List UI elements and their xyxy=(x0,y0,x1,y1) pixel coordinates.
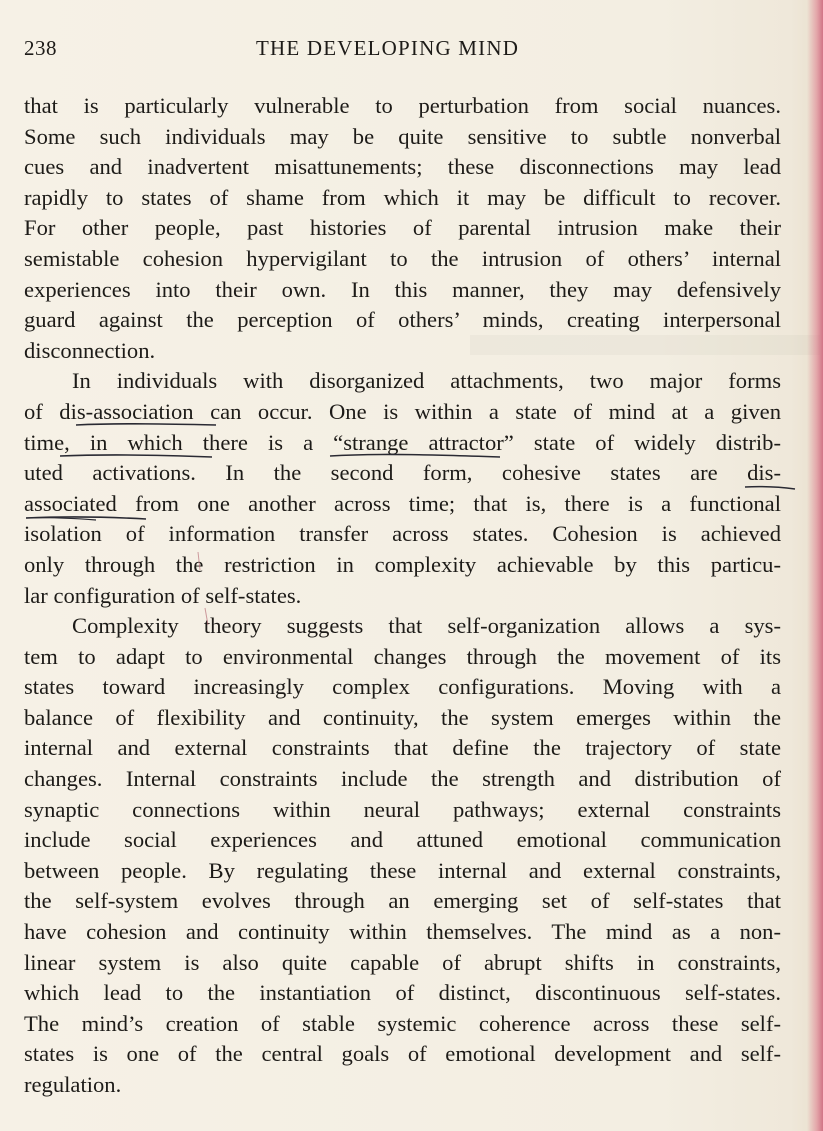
text-line: synaptic connections within neural pathways; external constraints xyxy=(24,796,781,822)
text-line: the self-system evolves through an emerging set of self-states that xyxy=(24,888,781,914)
page-header xyxy=(24,36,784,68)
text-line: semistable cohesion hypervigilant to the intrusion of others’ internal xyxy=(24,245,781,271)
text-line: between people. By regulating these internal and external constraints, xyxy=(24,857,781,883)
text-line: linear system is also quite capable of abrupt shifts in constraints, xyxy=(24,949,781,975)
text-line: of dis-association can occur. One is within a state of mind at a given xyxy=(24,398,781,424)
text-line: disconnection. xyxy=(24,337,156,363)
page-edge-tint xyxy=(807,0,823,1131)
text-line: which lead to the instantiation of distinct, discontinuous self-states. xyxy=(24,980,781,1006)
text-line: rapidly to states of shame from which it may be difficult to recover. xyxy=(24,184,781,210)
text-line: The mind’s creation of stable systemic coherence across these self- xyxy=(24,1010,781,1036)
text-line: time, in which there is a “strange attractor” state of widely distrib- xyxy=(24,429,781,455)
text-line: Some such individuals may be quite sensitive to subtle nonverbal xyxy=(24,123,781,149)
text-line: regulation. xyxy=(24,1072,122,1097)
text-line: only through the restriction in complexity achievable by this particu- xyxy=(24,551,781,577)
text-line: states toward increasingly complex configurations. Moving with a xyxy=(24,674,781,700)
text-line: For other people, past histories of parental intrusion make their xyxy=(24,215,781,241)
running-title: THE DEVELOPING MIND xyxy=(256,36,520,60)
text-line: experiences into their own. In this manner, they may defensively xyxy=(24,276,781,302)
text-line: guard against the perception of others’ minds, creating interpersonal xyxy=(24,307,781,333)
text-line: that is particularly vulnerable to perturbation from social nuances. xyxy=(24,93,781,118)
text-line: In individuals with disorganized attachments, two major forms xyxy=(72,368,781,394)
text-line: internal and external constraints that define the trajectory of state xyxy=(24,735,781,761)
body-text xyxy=(24,91,781,1101)
text-line: tem to adapt to environmental changes through the movement of its xyxy=(24,643,781,669)
text-line: uted activations. In the second form, cohesive states are dis- xyxy=(24,460,781,486)
paragraph xyxy=(24,91,781,366)
paragraph xyxy=(24,611,781,1101)
text-line: changes. Internal constraints include the strength and distribution of xyxy=(24,766,781,792)
text-line: lar configuration of self-states. xyxy=(24,582,302,608)
text-line: states is one of the central goals of emotional development and self- xyxy=(24,1041,781,1067)
text-line: cues and inadvertent misattunements; these disconnections may lead xyxy=(24,154,781,180)
text-line: balance of flexibility and continuity, the system emerges within the xyxy=(24,704,781,730)
text-line: isolation of information transfer across states. Cohesion is achieved xyxy=(24,521,781,547)
text-line: associated from one another across time; that is, there is a functional xyxy=(24,490,781,516)
text-line: include social experiences and attuned emotional communication xyxy=(24,827,781,853)
paragraph xyxy=(24,366,781,611)
text-line: have cohesion and continuity within themselves. The mind as a non- xyxy=(24,919,781,945)
text-line: Complexity theory suggests that self-organization allows a sys- xyxy=(72,613,781,639)
page-number: 238 xyxy=(24,36,57,60)
